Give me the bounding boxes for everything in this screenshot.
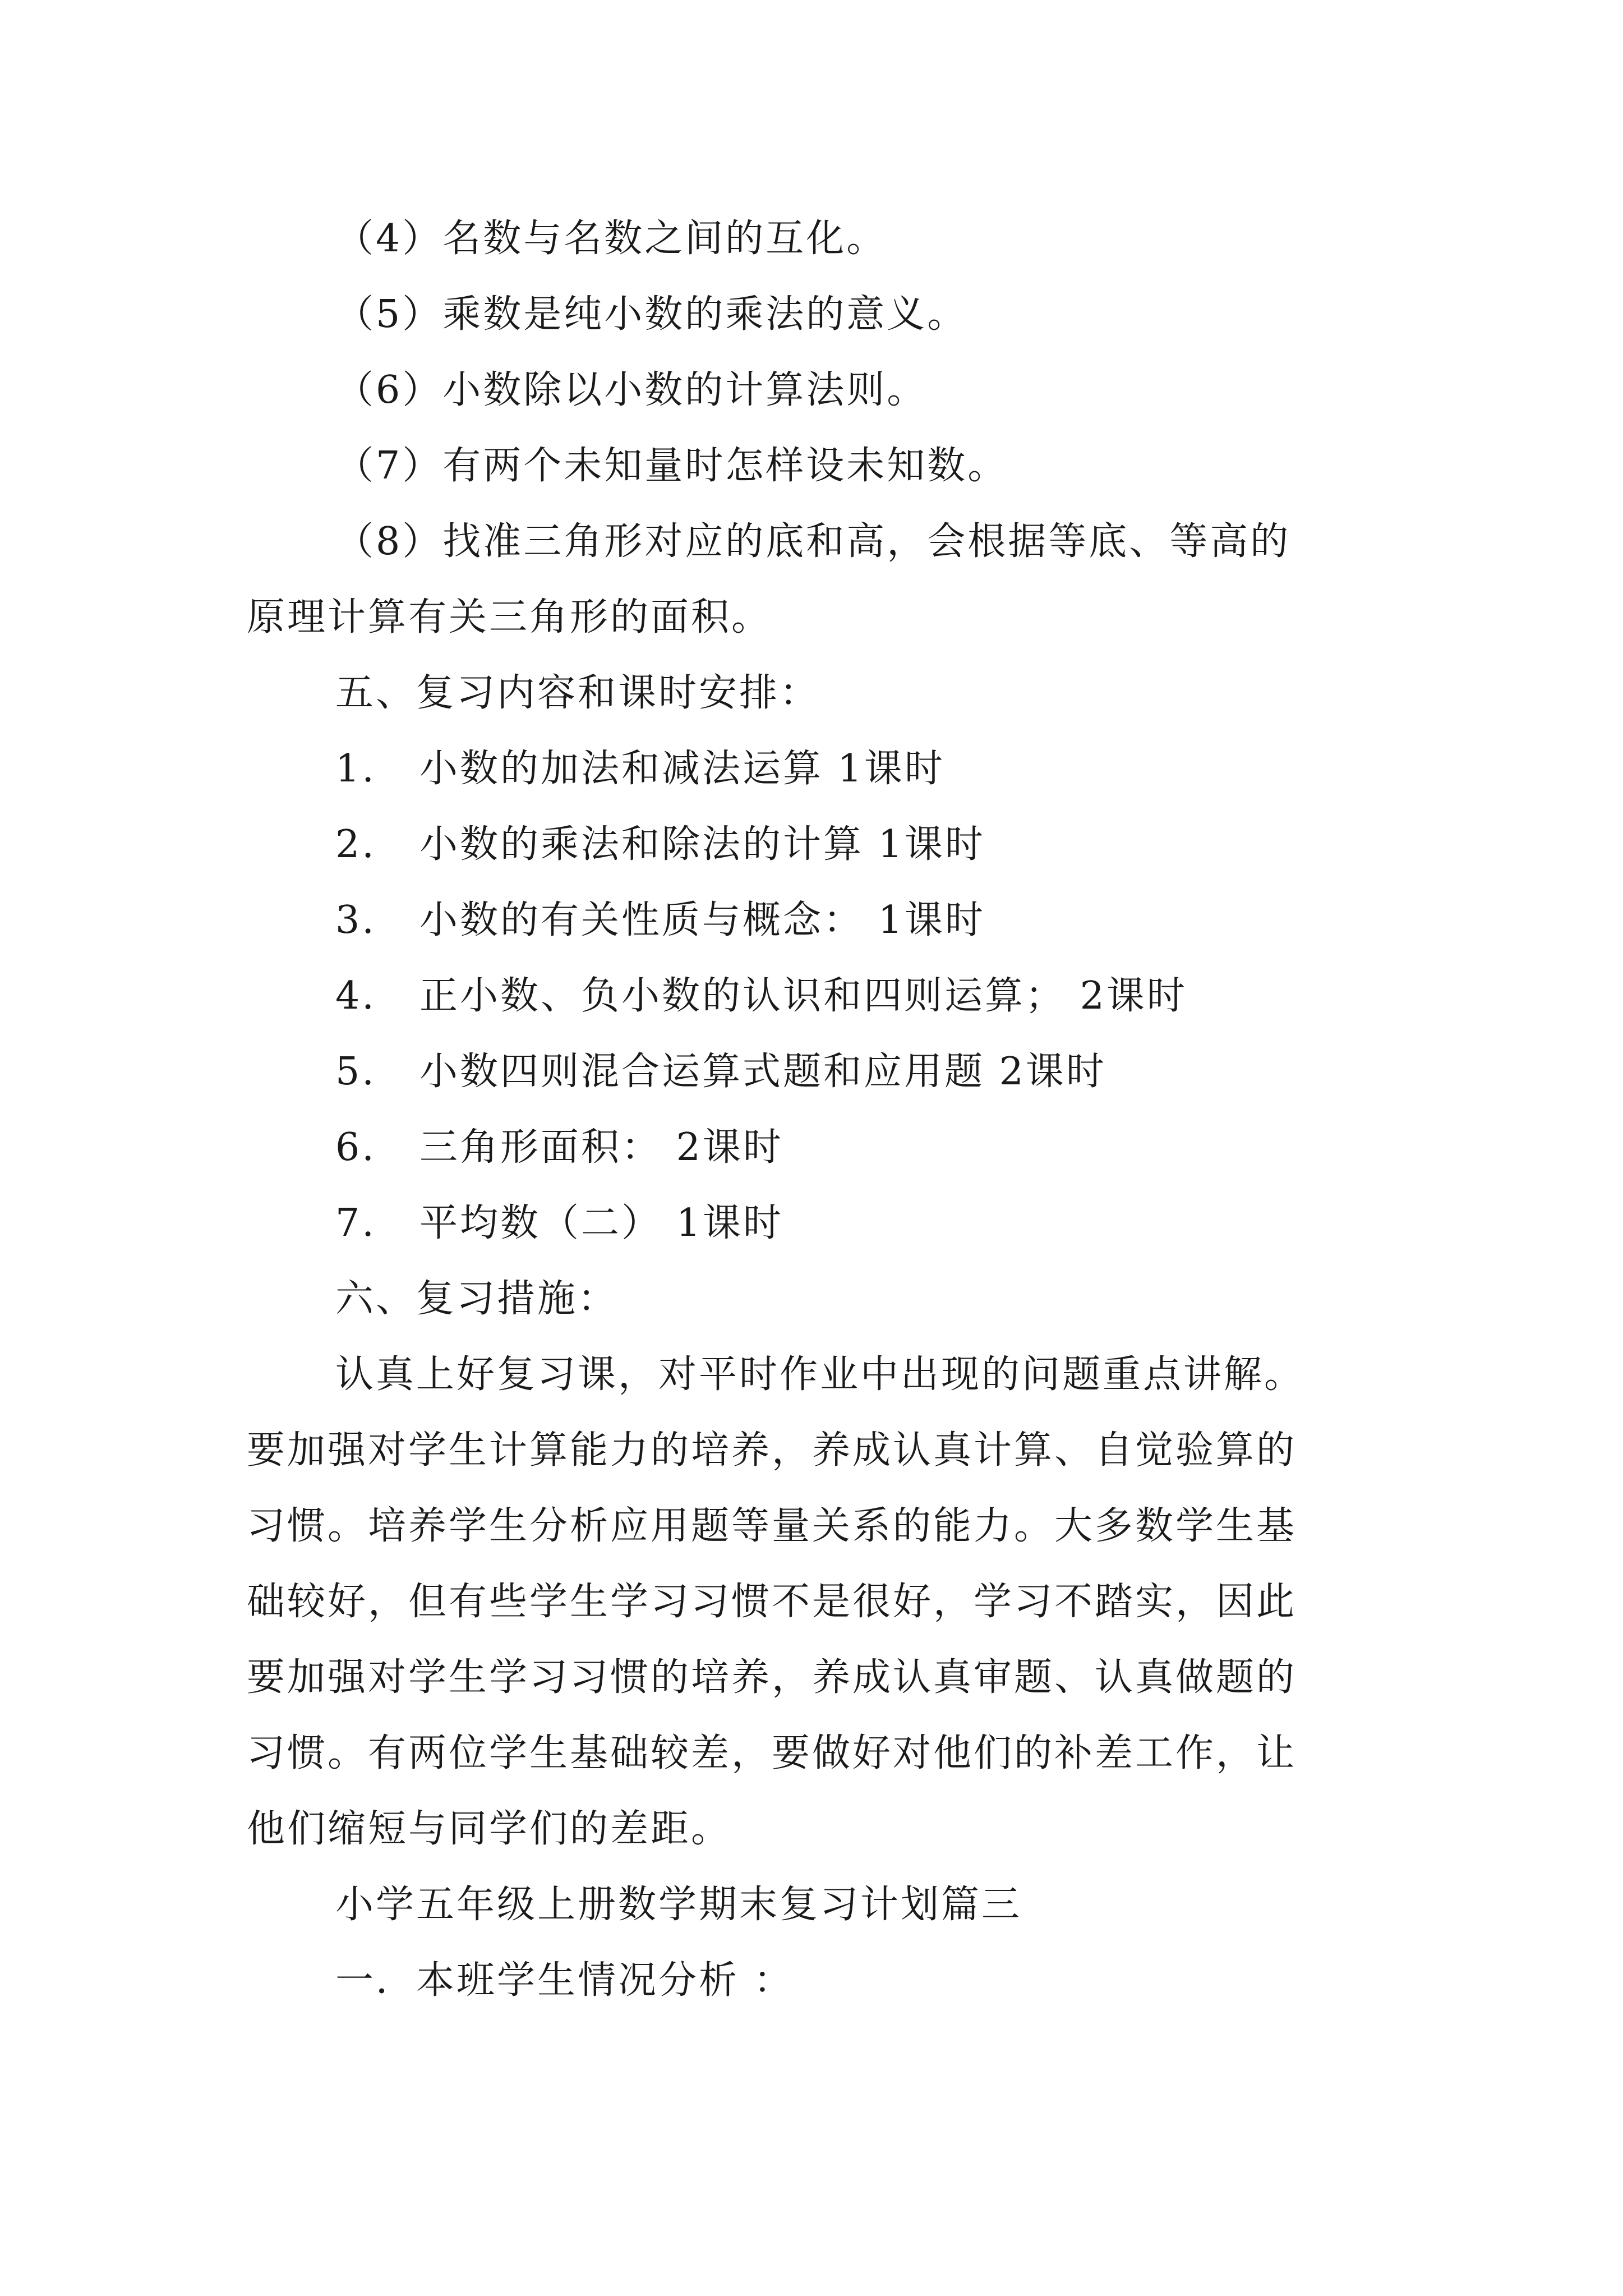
paragraph-line: 习惯。培养学生分析应用题等量关系的能力。大多数学生基 xyxy=(247,1504,1297,1548)
schedule-item-text: 小数的乘法和除法的计算 1课时 xyxy=(419,822,985,867)
paragraph-line: 他们缩短与同学们的差距。 xyxy=(247,1807,732,1851)
schedule-item-number: 3. xyxy=(335,898,376,942)
schedule-item-text: 小数的有关性质与概念： 1课时 xyxy=(419,898,985,942)
schedule-item-number: 2. xyxy=(335,822,376,867)
schedule-item-number: 6. xyxy=(335,1125,376,1170)
list-item-continuation: 原理计算有关三角形的面积。 xyxy=(247,595,772,639)
section-heading: 五、复习内容和课时安排： xyxy=(335,671,820,715)
schedule-item-text: 正小数、负小数的认识和四则运算； 2课时 xyxy=(419,974,1187,1018)
schedule-item xyxy=(335,1125,783,1170)
schedule-item xyxy=(335,747,945,791)
schedule-item xyxy=(335,822,985,867)
list-item: （4）名数与名数之间的互化。 xyxy=(335,217,887,261)
paragraph-line: 习惯。有两位学生基础较差，要做好对他们的补差工作，让 xyxy=(247,1731,1297,1775)
list-item: （7）有两个未知量时怎样设未知数。 xyxy=(335,444,1008,488)
section-heading: 六、复习措施： xyxy=(335,1277,619,1321)
paragraph-line: 认真上好复习课，对平时作业中出现的问题重点讲解。 xyxy=(335,1352,1305,1397)
section-heading: 一．本班学生情况分析 ： xyxy=(335,1958,794,2003)
schedule-item-number: 1. xyxy=(335,747,376,791)
list-item: （5）乘数是纯小数的乘法的意义。 xyxy=(335,292,968,337)
schedule-item-text: 三角形面积： 2课时 xyxy=(419,1125,783,1170)
schedule-item-number: 7. xyxy=(335,1201,376,1245)
schedule-item-text: 小数的加法和减法运算 1课时 xyxy=(419,747,945,791)
schedule-item-number: 5. xyxy=(335,1050,376,1094)
schedule-item xyxy=(335,898,985,942)
list-item: （8）找准三角形对应的底和高，会根据等底、等高的 xyxy=(335,519,1291,564)
part-title: 小学五年级上册数学期末复习计划篇三 xyxy=(335,1883,1022,1927)
schedule-item xyxy=(335,1201,783,1245)
schedule-item-number: 4. xyxy=(335,974,376,1018)
list-item: （6）小数除以小数的计算法则。 xyxy=(335,368,928,412)
schedule-item-text: 小数四则混合运算式题和应用题 2课时 xyxy=(419,1050,1106,1094)
paragraph-line: 础较好，但有些学生学习习惯不是很好，学习不踏实，因此 xyxy=(247,1580,1297,1624)
paragraph-line: 要加强对学生计算能力的培养，养成认真计算、自觉验算的 xyxy=(247,1428,1297,1473)
schedule-item xyxy=(335,974,1187,1018)
schedule-item xyxy=(335,1050,1106,1094)
schedule-item-text: 平均数（二） 1课时 xyxy=(419,1201,783,1245)
paragraph-line: 要加强对学生学习习惯的培养，养成认真审题、认真做题的 xyxy=(247,1655,1297,1700)
